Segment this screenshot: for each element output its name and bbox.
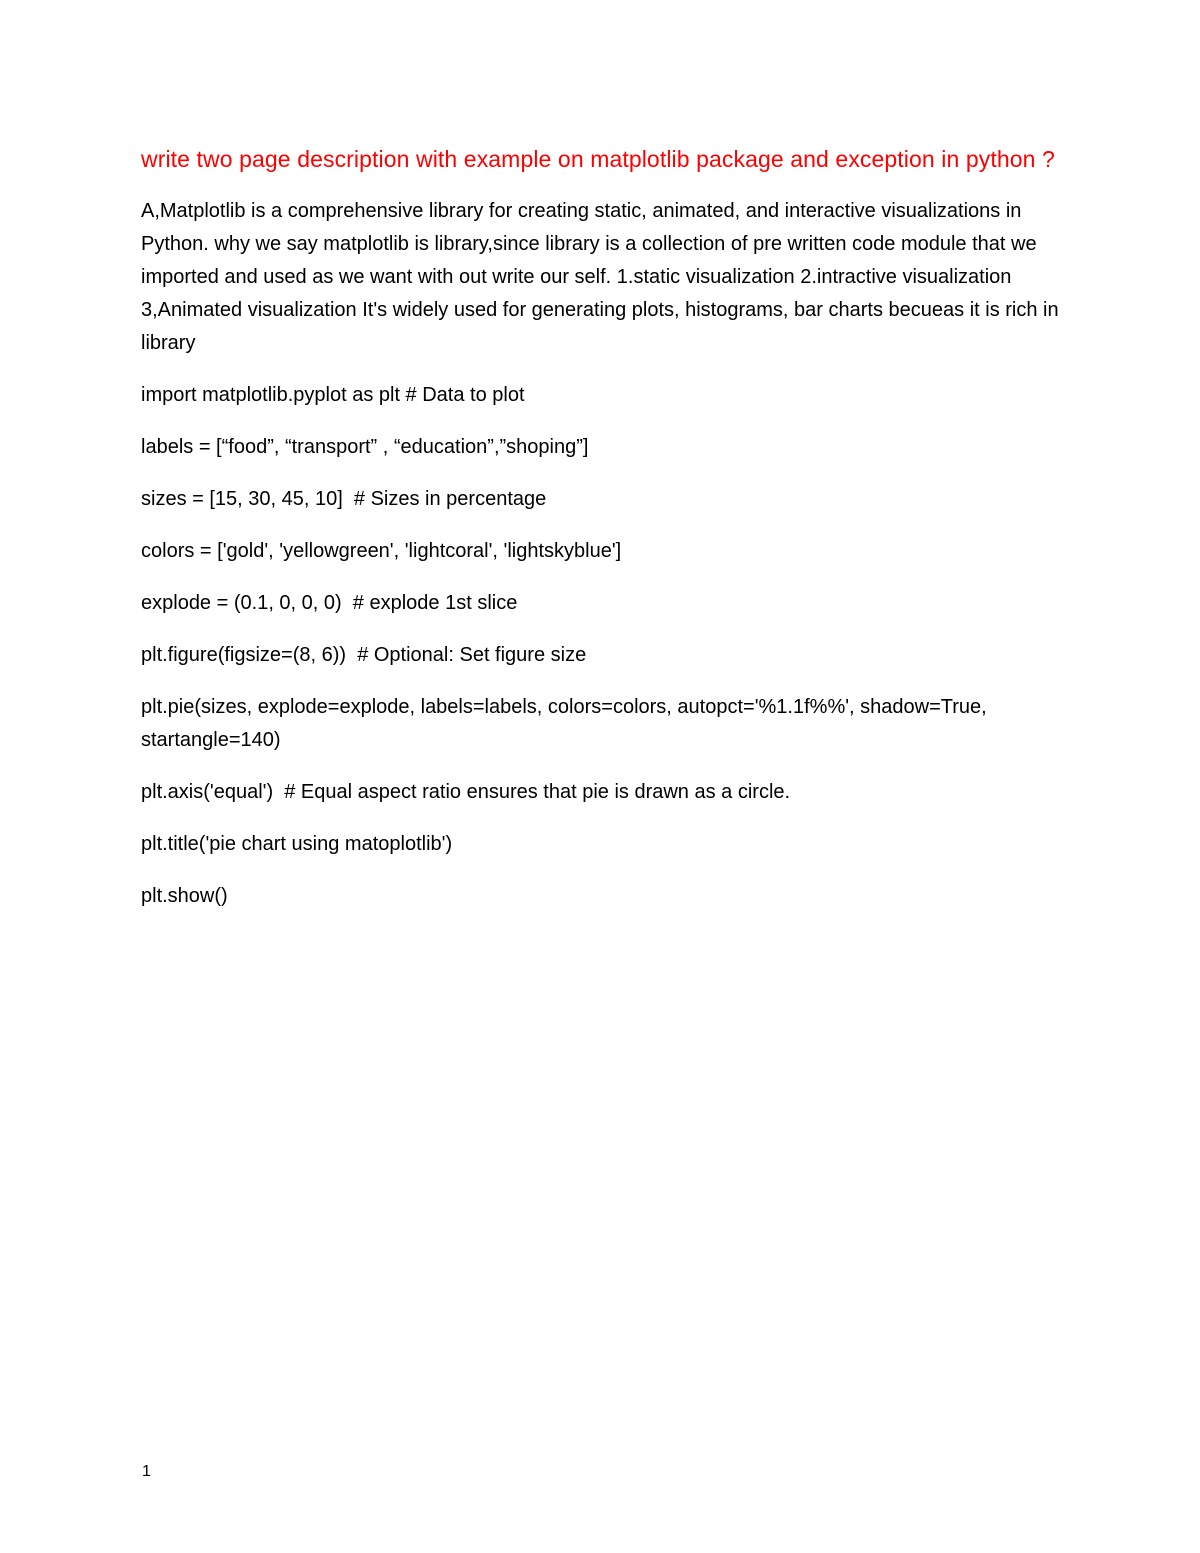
code-line-show: plt.show()	[141, 885, 228, 907]
page-content	[141, 140, 1061, 932]
code-line-colors: colors = ['gold', 'yellowgreen', 'lightcoral', 'lightskyblue']	[141, 540, 622, 562]
code-line-labels: labels = [“food”, “transport” , “education”,”shoping”]	[141, 436, 589, 458]
code-line-sizes: sizes = [15, 30, 45, 10] # Sizes in percentage	[141, 488, 547, 510]
question-heading: write two page description with example on matplotlib package and exception in python ?	[141, 146, 1055, 172]
code-line-explode: explode = (0.1, 0, 0, 0) # explode 1st slice	[141, 592, 518, 614]
code-line-title: plt.title('pie chart using matoplotlib')	[141, 833, 453, 855]
answer-paragraph: A,Matplotlib is a comprehensive library for creating static, animated, and interactive visualizations in Python. why we say matplotlib is library,since library is a collection of pre written code module that we imported and used as we want with out write our self. 1.static visualization 2.intractive visualization 3,Animated visualization It's widely used for generating plots, histograms, bar charts becueas it is rich in library	[141, 200, 1059, 354]
code-line-pie: plt.pie(sizes, explode=explode, labels=labels, colors=colors, autopct='%1.1f%%', shadow=True, startangle=140)	[141, 696, 993, 751]
code-line-axis: plt.axis('equal') # Equal aspect ratio ensures that pie is drawn as a circle.	[141, 781, 791, 803]
code-line-import: import matplotlib.pyplot as plt # Data to plot	[141, 384, 525, 406]
page-number: 1	[142, 1463, 151, 1480]
code-line-figure: plt.figure(figsize=(8, 6)) # Optional: Set figure size	[141, 644, 587, 666]
